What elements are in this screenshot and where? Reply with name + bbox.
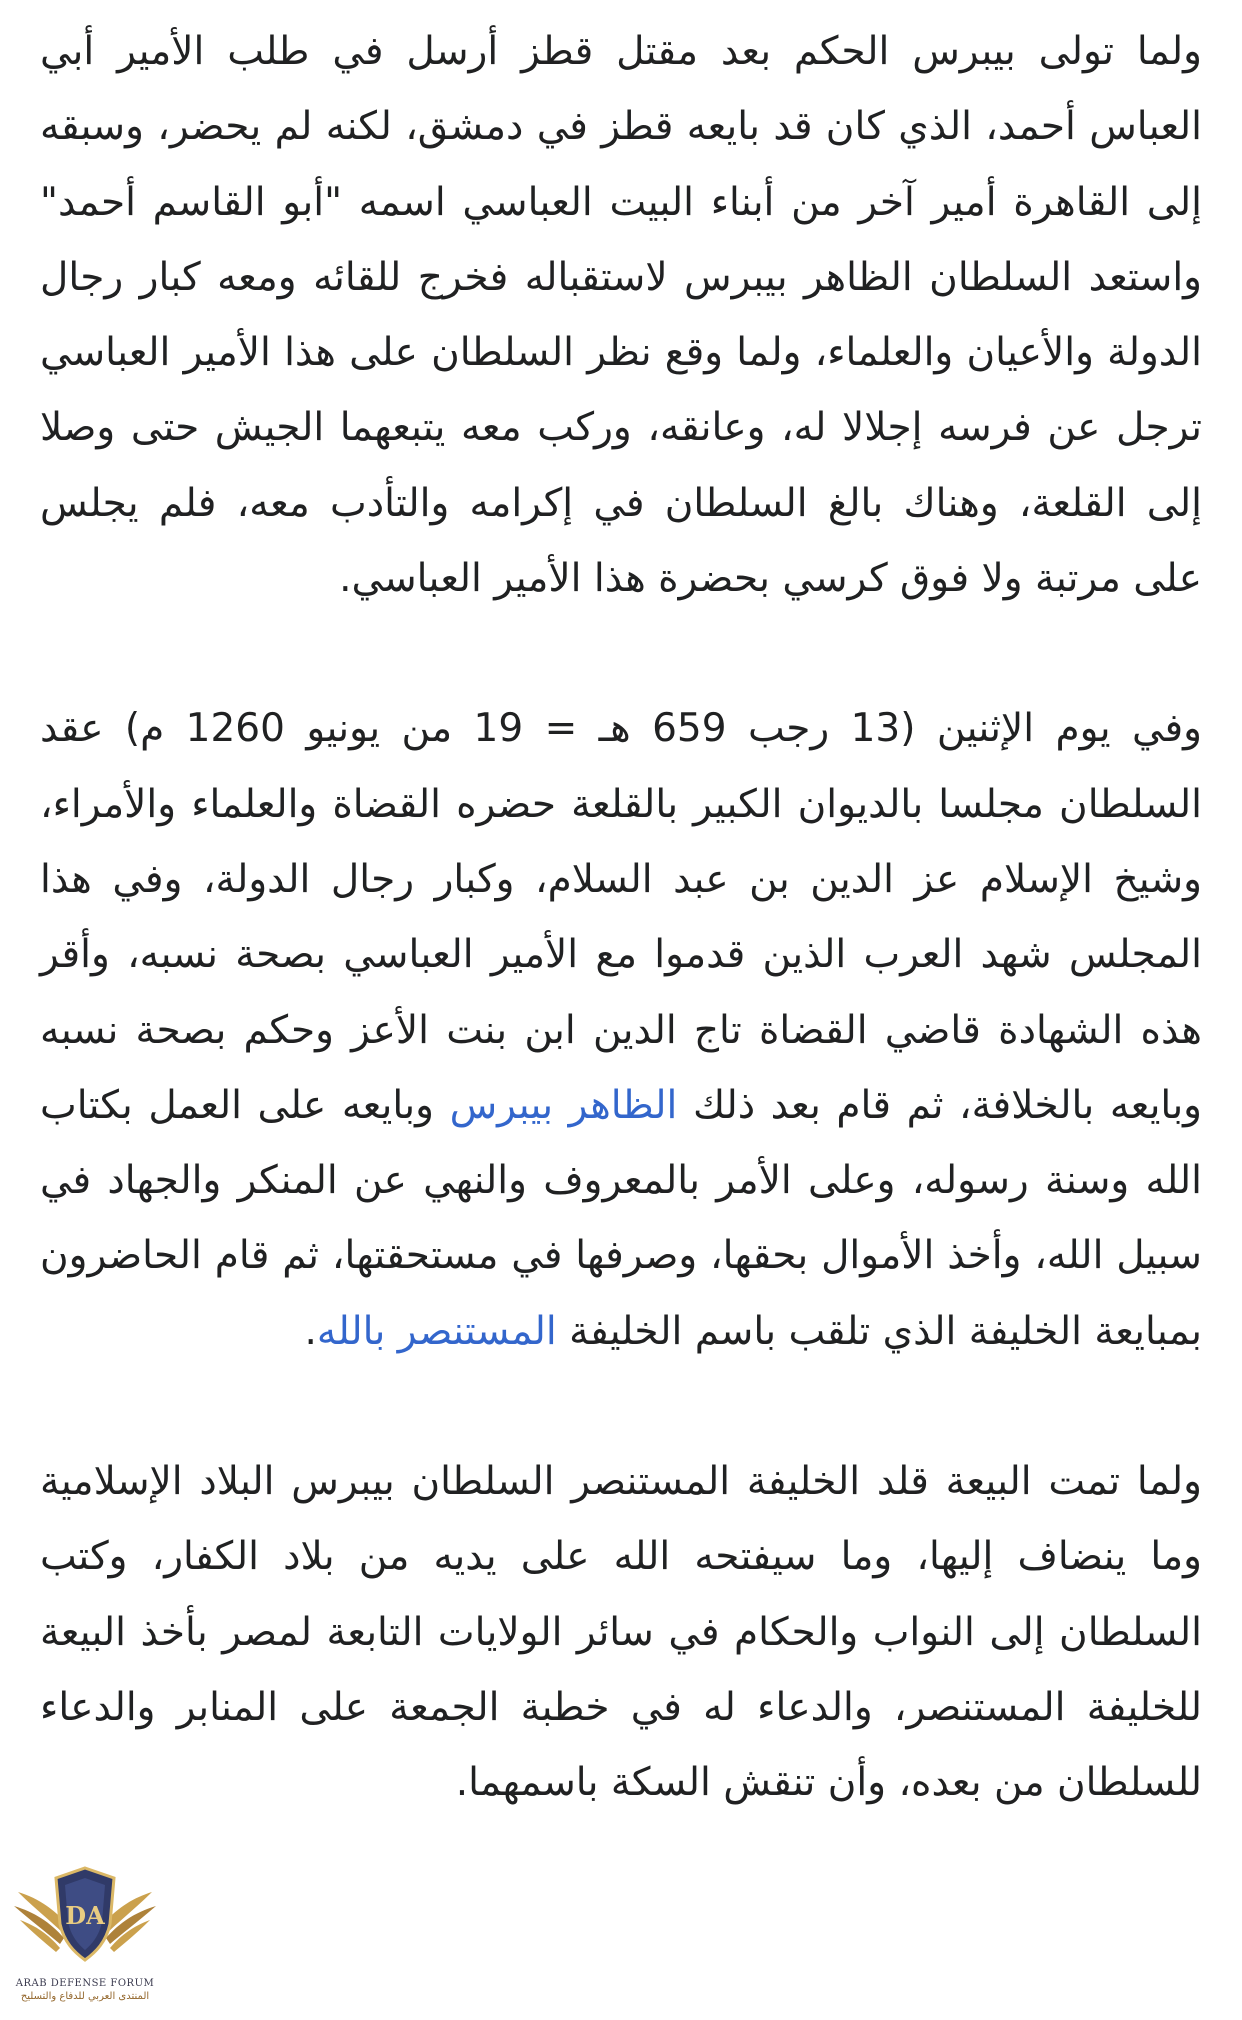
watermark-name-en: ARAB DEFENSE FORUM [15, 1978, 155, 1989]
article-body [40, 14, 1202, 1821]
watermark-monogram: DA [65, 1901, 105, 1930]
watermark-name-ar: المنتدى العربي للدفاع والتسليح [20, 1991, 150, 2002]
arab-defense-forum-watermark [10, 1854, 160, 2014]
paragraph-3: ولما تمت البيعة قلد الخليفة المستنصر السلطان بيبرس البلاد الإسلامية وما ينضاف إليها، وما سيفتحه الله على يديه من بلاد الكفار، وكتب السلطان إلى النواب والحكام في سائر الولايات التابعة لمصر بأخذ البيعة للخليفة المستنصر، والدعاء له في خطبة الجمعة على المنابر والدعاء للسلطان من بعده، وأن تنقش السكة باسمهما. [40, 1459, 1202, 1806]
paragraph-2-text-3: . [304, 1308, 317, 1354]
paragraph-2-text-2: وبايعه على العمل بكتاب الله وسنة رسوله، وعلى الأمر بالمعروف والنهي عن المنكر والجهاد في سبيل الله، وأخذ الأموال بحقها، وصرفها في مستحقتها، ثم قام الحاضرون بمبايعة الخليفة الذي تلقب باسم الخليفة [40, 1082, 1202, 1354]
link-al-zahir-baybars[interactable]: الظاهر بيبرس [449, 1082, 678, 1128]
paragraph-2 [40, 691, 1202, 1369]
paragraph-1: ولما تولى بيبرس الحكم بعد مقتل قطز أرسل في طلب الأمير أبي العباس أحمد، الذي كان قد بايعه قطز في دمشق، لكنه لم يحضر، وسبقه إلى القاهرة أمير آخر من أبناء البيت العباسي اسمه "أبو القاسم أحمد" واستعد السلطان الظاهر بيبرس لاستقباله فخرج للقائه ومعه كبار رجال الدولة والأعيان والعلماء، ولما وقع نظر السلطان على هذا الأمير العباسي ترجل عن فرسه إجلالا له، وعانقه، وركب معه يتبعهما الجيش حتى وصلا إلى القلعة، وهناك بالغ السلطان في إكرامه والتأدب معه، فلم يجلس على مرتبة ولا فوق كرسي بحضرة هذا الأمير العباسي. [40, 29, 1202, 602]
eagle-emblem-icon [10, 1854, 160, 1974]
link-al-mustansir-billah[interactable]: المستنصر بالله [316, 1308, 557, 1354]
paragraph-2-text-1: وفي يوم الإثنين (13 رجب 659 هـ = 19 من يونيو 1260 م) عقد السلطان مجلسا بالديوان الكبير بالقلعة حضره القضاة والعلماء والأمراء، وشيخ الإسلام عز الدين بن عبد السلام، وكبار رجال الدولة، وفي هذا المجلس شهد العرب الذين قدموا مع الأمير العباسي بصحة نسبه، وأقر هذه الشهادة قاضي القضاة تاج الدين ابن بنت الأعز وحكم بصحة نسبه وبايعه بالخلافة، ثم قام بعد ذلك [40, 706, 1203, 1128]
